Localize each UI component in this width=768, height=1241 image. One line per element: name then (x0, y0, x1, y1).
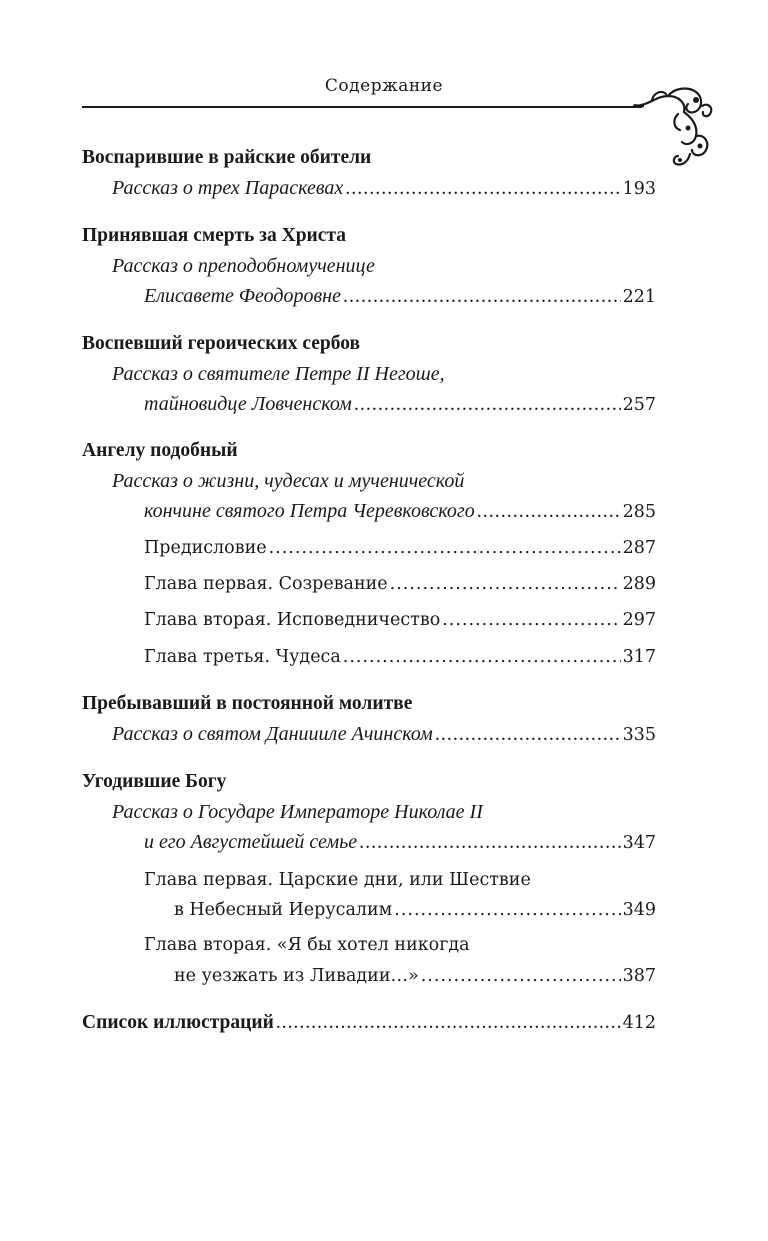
toc-entry-title: Воспевший героических сербов (82, 333, 361, 354)
toc-section-heading (82, 437, 656, 465)
dot-leader (276, 1009, 621, 1037)
dot-leader (343, 282, 621, 310)
toc-page-number: 387 (622, 966, 656, 986)
toc-entry-title: Елисавете Феодоровне (144, 285, 341, 307)
toc-entry[interactable] (82, 534, 656, 562)
toc-entry-title: в Небесный Иерусалим (174, 900, 393, 920)
toc-entry[interactable] (82, 643, 656, 671)
dot-leader (345, 174, 620, 202)
toc-entry-title: Глава первая. Созревание (144, 574, 388, 594)
toc-page-number: 289 (622, 574, 656, 594)
toc-entry[interactable] (82, 1009, 656, 1037)
toc-entry[interactable] (82, 360, 656, 388)
toc-entry-title: Список иллюстраций (82, 1012, 274, 1033)
toc-entry-title: не уезжать из Ливадии…» (174, 966, 419, 986)
toc-page-number: 347 (622, 833, 656, 853)
toc-entry-title: Принявшая смерть за Христа (82, 225, 346, 246)
toc-page-number: 297 (622, 610, 656, 630)
toc-entry[interactable] (82, 606, 656, 634)
toc-page-number: 257 (622, 395, 656, 415)
dot-leader (390, 570, 621, 598)
toc-entry-title: Рассказ о трех Параскевах (112, 177, 344, 199)
dot-leader (442, 606, 620, 634)
dot-leader (269, 534, 621, 562)
toc-entry-title: Глава третья. Чудеса (144, 647, 341, 667)
toc-section-heading (82, 222, 656, 250)
dot-leader (394, 896, 620, 924)
toc-entry[interactable] (82, 467, 656, 495)
dot-leader (354, 390, 621, 418)
toc-page-number: 335 (622, 725, 656, 745)
toc-entry-title: Глава вторая. Исповедничество (144, 610, 441, 630)
toc-entry-title: кончине святого Петра Черевковского (144, 500, 475, 522)
toc-entry-title: Рассказ о святом Даниииле Ачинском (112, 723, 433, 745)
toc-entry[interactable] (82, 896, 656, 924)
toc-section-heading (82, 144, 656, 172)
toc-page-number: 349 (622, 900, 656, 920)
dot-leader (421, 962, 621, 990)
toc-entry-title: Глава вторая. «Я бы хотел никогда (144, 935, 470, 955)
toc-section-heading (82, 768, 656, 796)
toc-page-number: 317 (622, 647, 656, 667)
toc-entry[interactable] (82, 828, 656, 856)
toc-entry[interactable] (82, 390, 656, 418)
toc-entry-title: Глава первая. Царские дни, или Шествие (144, 870, 531, 890)
toc-entry-title: Рассказ о жизни, чудесах и мученической (112, 470, 465, 492)
toc-entry[interactable] (82, 720, 656, 748)
toc-entry[interactable] (82, 174, 656, 202)
toc-entry-title: Воспарившие в райские обители (82, 147, 372, 168)
toc-page-number: 221 (622, 287, 656, 307)
toc-page-number: 287 (622, 538, 656, 558)
toc-entry[interactable] (82, 282, 656, 310)
toc-entry-title: тайновидце Ловченском (144, 393, 352, 415)
dot-leader (435, 720, 621, 748)
toc-page-number: 412 (622, 1013, 656, 1033)
toc-entry-title: Рассказ о Государе Императоре Николае II (112, 801, 483, 823)
toc-page-number: 193 (622, 179, 656, 199)
toc-entry[interactable] (82, 570, 656, 598)
toc-entry-title: и его Августейшей семье (144, 831, 358, 853)
running-head: Содержание (324, 76, 444, 96)
toc-entry-title: Рассказ о преподобномученице (112, 255, 375, 277)
toc-section-heading (82, 330, 656, 358)
dot-leader (359, 828, 620, 856)
toc-page-number: 285 (622, 502, 656, 522)
toc-entry[interactable] (82, 798, 656, 826)
toc-entry[interactable] (82, 962, 656, 990)
dot-leader (343, 643, 621, 671)
toc-entry[interactable] (82, 931, 656, 959)
toc-entry[interactable] (82, 497, 656, 525)
toc-entry-title: Угодившие Богу (82, 771, 227, 792)
dot-leader (477, 497, 621, 525)
toc-entry-title: Ангелу подобный (82, 440, 238, 461)
toc-entry[interactable] (82, 866, 656, 894)
header-rule (82, 106, 642, 108)
toc-entry[interactable] (82, 252, 656, 280)
toc-entry-title: Предисловие (144, 538, 267, 558)
toc-entry-title: Рассказ о святителе Петре II Негоше, (112, 363, 445, 385)
toc-section-heading (82, 690, 656, 718)
toc-entry-title: Пребывавший в постоянной молитве (82, 693, 413, 714)
